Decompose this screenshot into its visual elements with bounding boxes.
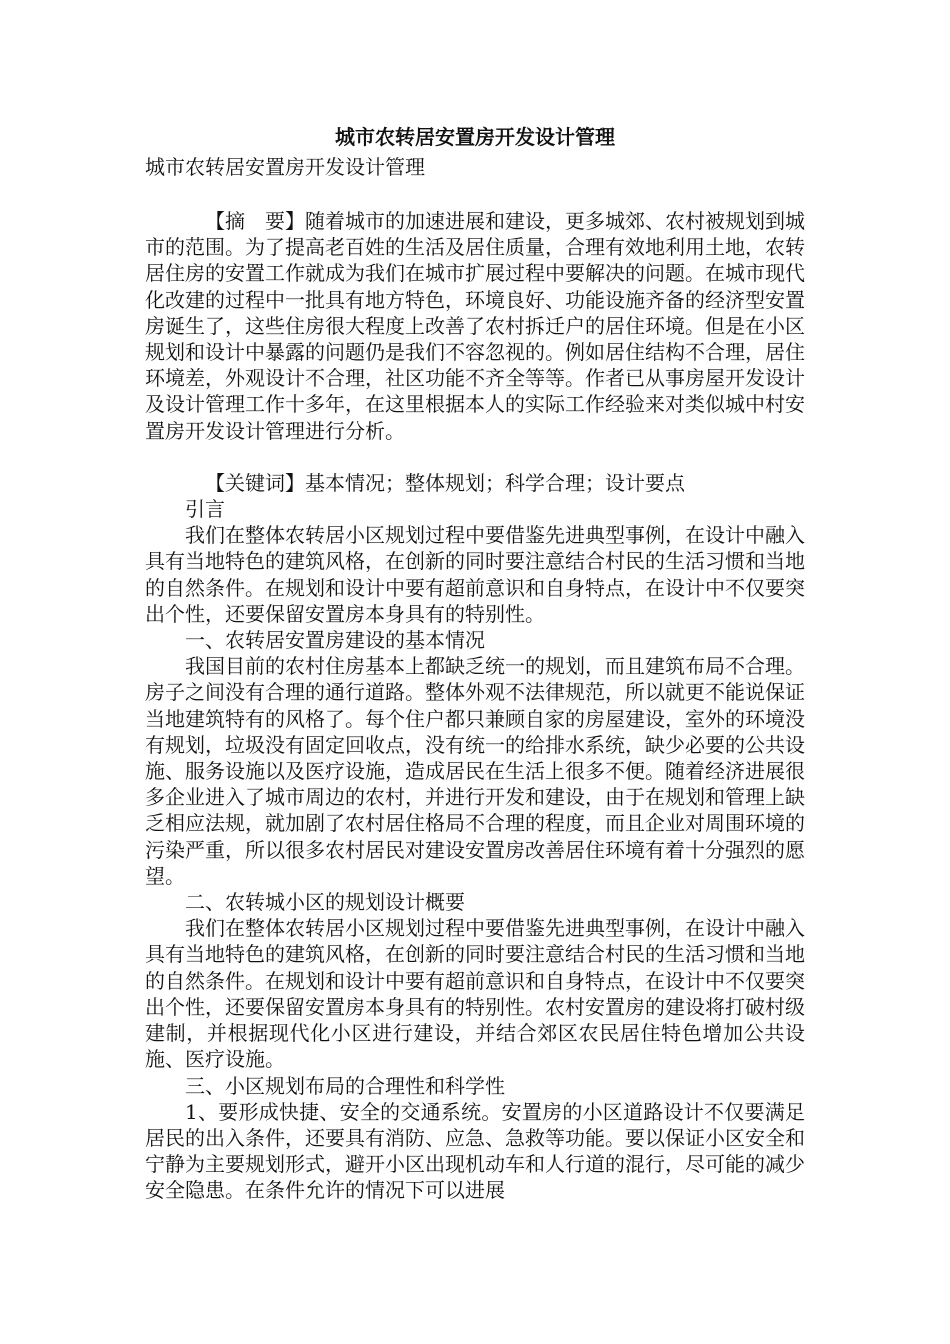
document-title: 城市农转居安置房开发设计管理 (335, 125, 615, 149)
section-1-heading: 一、农转居安置房建设的基本情况 (185, 628, 485, 653)
spacer (145, 182, 805, 208)
abstract-paragraph: 【摘 要】随着城市的加速进展和建设，更多城郊、农村被规划到城市的范围。为了提高老百姓的生活及居住质量，合理有效地利用土地，农转居住房的安置工作就成为我们在城市扩展过程中要解决的问题。在城市现代化改建的过程中一批具有地方特色，环境良好、功能设施齐备的经济型安置房诞生了，这些住房很大程度上改善了农村拆迁户的居住环境。但是在小区规划和设计中暴露的问题仍是我们不容忽视的。例如居住结构不合理，居住环境差，外观设计不合理，社区功能不齐全等等。作者已从事房屋开发设计及设计管理工作十多年，在这里根据本人的实际工作经验来对类似城中村安置房开发设计管理进行分析。 (145, 209, 805, 443)
document-subtitle: 城市农转居安置房开发设计管理 (145, 155, 425, 179)
intro-heading: 引言 (185, 497, 225, 522)
section-1-paragraph: 我国目前的农村住房基本上都缺乏统一的规划，而且建筑布局不合理。房子之间没有合理的通行道路。整体外观不法律规范，所以就更不能说保证当地建筑特有的风格了。每个住户都只兼顾自家的房屋建设，室外的环境没有规划，垃圾没有固定回收点，没有统一的给排水系统，缺少必要的公共设施、服务设施以及医疗设施，造成居民在生活上很多不便。随着经济进展很多企业进入了城市周边的农村，并进行开发和建设，由于在规划和管理上缺乏相应法规，就加剧了农村居住格局不合理的程度，而且企业对周围环境的污染严重，所以很多农村居民对建设安置房改善居住环境有着十分强烈的愿望。 (145, 654, 805, 888)
section-2-heading: 二、农转城小区的规划设计概要 (185, 890, 465, 915)
section-2-paragraph: 我们在整体农转居小区规划过程中要借鉴先进典型事例，在设计中融入具有当地特色的建筑风格，在创新的同时要注意结合村民的生活习惯和当地的自然条件。在规划和设计中要有超前意识和自身特点，在设计中不仅要突出个性，还要保留安置房本身具有的特别性。农村安置房的建设将打破村级建制，并根据现代化小区进行建设，并结合郊区农民居住特色增加公共设施、医疗设施。 (145, 916, 805, 1072)
section-3-heading: 三、小区规划布局的合理性和科学性 (185, 1073, 505, 1098)
intro-paragraph: 我们在整体农转居小区规划过程中要借鉴先进典型事例，在设计中融入具有当地特色的建筑风格，在创新的同时要注意结合村民的生活习惯和当地的自然条件。在规划和设计中要有超前意识和自身特点，在设计中不仅要突出个性，还要保留安置房本身具有的特别性。 (145, 523, 805, 626)
spacer (145, 444, 805, 470)
keywords-line: 【关键词】基本情况；整体规划；科学合理；设计要点 (205, 470, 685, 495)
document-page (145, 122, 805, 1204)
section-3-paragraph: 1、要形成快捷、安全的交通系统。安置房的小区道路设计不仅要满足居民的出入条件，还要具有消防、应急、急救等功能。要以保证小区安全和宁静为主要规划形式，避开小区出现机动车和人行道的混行，尽可能的减少安全隐患。在条件允许的情况下可以进展 (145, 1099, 805, 1203)
